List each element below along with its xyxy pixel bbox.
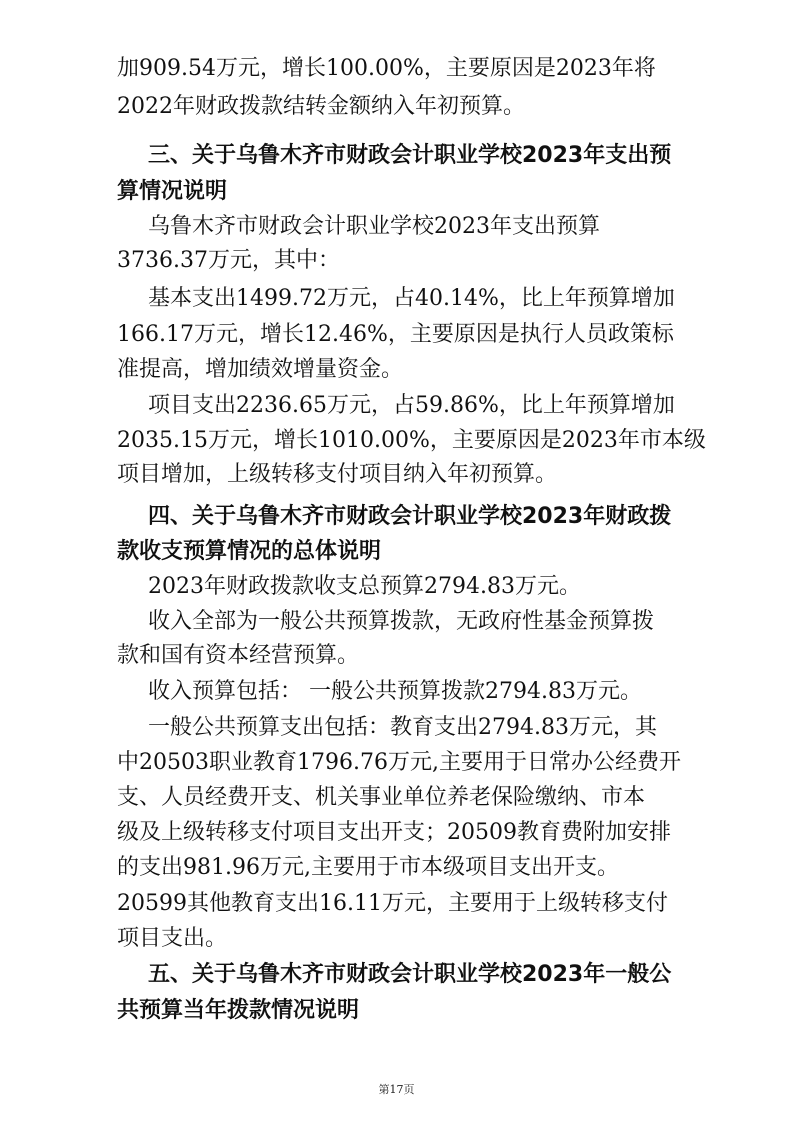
page-number: 第17页 — [378, 1083, 415, 1096]
paragraph-line: 支、人员经费开支、机关事业单位养老保险缴纳、市本 — [117, 785, 646, 810]
paragraph-line: 项目增加，上级转移支付项目纳入年初预算。 — [117, 462, 558, 487]
section-heading: 五、关于乌鲁木齐市财政会计职业学校2023年一般公 — [148, 962, 672, 987]
section-heading: 算情况说明 — [117, 179, 228, 204]
paragraph-line: 收入全部为一般公共预算拨款，无政府性基金预算拨 — [148, 609, 655, 634]
paragraph-line: 一般公共预算支出包括：教育支出2794.83万元，其 — [148, 715, 657, 740]
paragraph-line: 2023年财政拨款收支总预算2794.83万元。 — [148, 574, 581, 599]
paragraph-line: 款和国有资本经营预算。 — [117, 643, 360, 668]
paragraph-line: 的支出981.96万元,主要用于市本级项目支出开支。 — [117, 855, 619, 880]
paragraph-line: 项目支出。 — [117, 926, 228, 951]
paragraph-line: 收入预算包括： 一般公共预算拨款2794.83万元。 — [148, 679, 642, 704]
paragraph-line: 基本支出1499.72万元，占40.14%，比上年预算增加 — [148, 286, 675, 311]
paragraph-line: 乌鲁木齐市财政会计职业学校2023年支出预算 — [148, 214, 600, 239]
paragraph-line: 中20503职业教育1796.76万元,主要用于日常办公经费开 — [117, 750, 681, 775]
paragraph-line: 2022年财政拨款结转金额纳入年初预算。 — [117, 94, 525, 119]
section-heading: 四、关于乌鲁木齐市财政会计职业学校2023年财政拨 — [148, 504, 672, 529]
paragraph-line: 20599其他教育支出16.11万元，主要用于上级转移支付 — [117, 891, 668, 916]
section-heading: 款收支预算情况的总体说明 — [117, 539, 382, 564]
paragraph-line: 准提高，增加绩效增量资金。 — [117, 357, 404, 382]
paragraph-line: 3736.37万元，其中： — [117, 248, 340, 273]
paragraph-line: 项目支出2236.65万元，占59.86%，比上年预算增加 — [148, 393, 675, 418]
paragraph-line: 加909.54万元，增长100.00%，主要原因是2023年将 — [117, 56, 656, 81]
section-heading: 三、关于乌鲁木齐市财政会计职业学校2023年支出预 — [148, 143, 672, 168]
section-heading: 共预算当年拨款情况说明 — [117, 998, 360, 1023]
paragraph-line: 166.17万元，增长12.46%，主要原因是执行人员政策标 — [117, 322, 674, 347]
paragraph-line: 2035.15万元，增长1010.00%，主要原因是2023年市本级 — [117, 428, 706, 453]
paragraph-line: 级及上级转移支付项目支出开支；20509教育费附加安排 — [117, 820, 671, 845]
